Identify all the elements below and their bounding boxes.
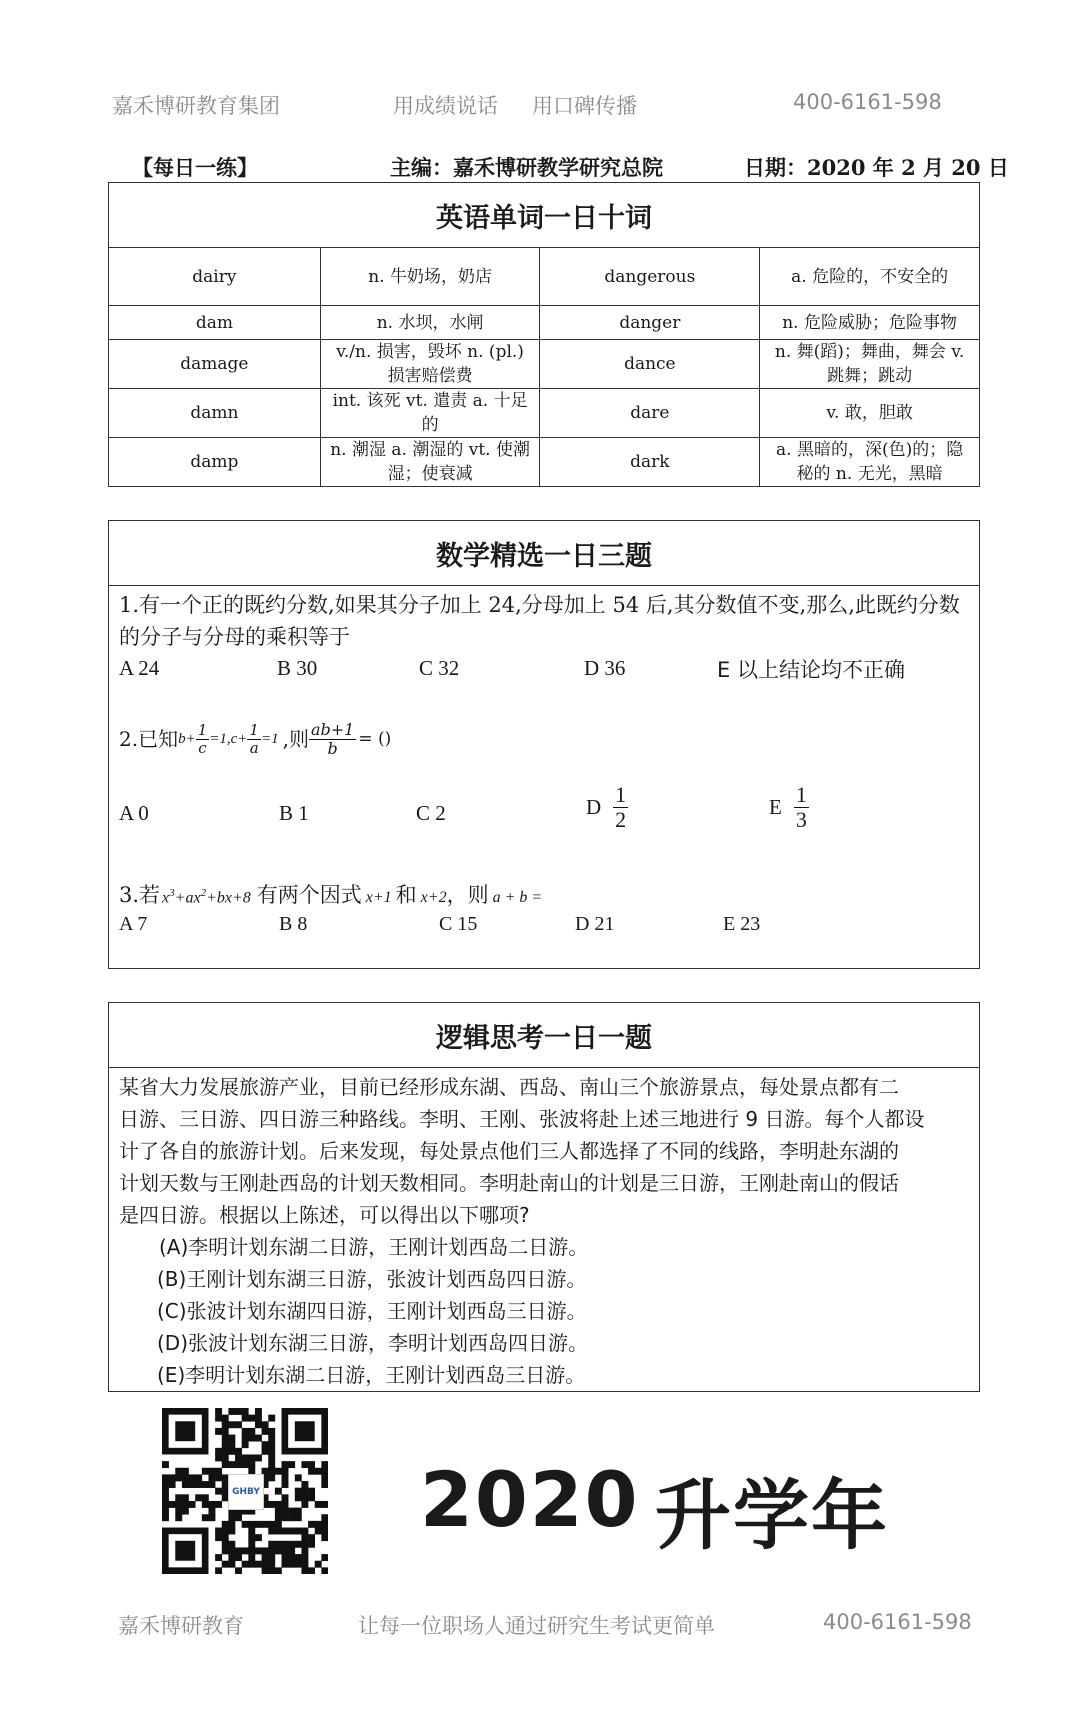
q2-option-d-letter: D	[586, 795, 602, 820]
vocab-meaning: n. 潮湿 a. 潮湿的 vt. 使潮湿；使衰减	[320, 438, 540, 487]
q2-option-d	[586, 783, 628, 832]
footer-slogan: 让每一位职场人通过研究生考试更简单	[358, 1614, 715, 1638]
q3-mid: 有两个因式	[256, 883, 362, 908]
vocab-meaning: n. 舞(蹈)；舞曲，舞会 v. 跳舞；跳动	[760, 340, 980, 389]
q3-option-a: A 7	[119, 913, 148, 935]
logic-line: 是四日游。根据以上陈述，可以得出以下哪项?	[119, 1203, 530, 1227]
header-org: 嘉禾博研教育集团	[112, 94, 280, 118]
q2-b-plus: b+	[178, 731, 196, 748]
logic-option-e: (E)李明计划东湖二日游，王刚计划西岛三日游。	[157, 1363, 586, 1387]
header-slogan-2: 用口碑传播	[532, 94, 637, 118]
q3-sup-3: 3	[169, 887, 175, 899]
vocab-meaning: v. 敢，胆敢	[760, 389, 980, 438]
q2-frac-den: b	[327, 738, 338, 758]
q2-option-b: B 1	[279, 801, 309, 825]
logic-option-d: (D)张波计划东湖三日游，李明计划西岛四日游。	[157, 1331, 589, 1355]
header-slogan-1: 用成绩说话	[393, 94, 498, 118]
vocab-word: dark	[540, 438, 760, 487]
q2-option-c: C 2	[416, 801, 446, 825]
q1-option-d: D 36	[584, 656, 626, 680]
q2-frac-den: a	[249, 738, 259, 757]
logic-question	[119, 1071, 975, 1391]
q2-frac-den: c	[198, 738, 207, 757]
vocab-word: dare	[540, 389, 760, 438]
vocab-word: dance	[540, 340, 760, 389]
q3-then: ，则	[446, 883, 489, 908]
q2-frac-1-over-c	[196, 722, 210, 756]
qr-code[interactable]	[162, 1408, 328, 1574]
table-row	[109, 340, 980, 389]
vocab-meaning: v./n. 损害，毁坏 n. (pl.) 损害赔偿费	[320, 340, 540, 389]
logic-option-a: (A)李明计划东湖二日游，王刚计划西岛二日游。	[159, 1235, 589, 1259]
q2-half-num: 1	[615, 782, 627, 807]
q2-prefix: 2.已知	[119, 727, 179, 752]
q2-tail: = ()	[358, 729, 392, 750]
q3-sup-2: 2	[200, 887, 207, 899]
logic-option-c: (C)张波计划东湖四日游，王刚计划西岛三日游。	[157, 1299, 587, 1323]
math-question-2	[119, 721, 391, 757]
logic-line: 日游、三日游、四日游三种路线。李明、王刚、张波将赴上述三地进行 9 日游。每个人都设	[119, 1107, 925, 1131]
q2-third-den: 3	[795, 807, 807, 833]
vocab-meaning: n. 水坝，水闸	[320, 306, 540, 340]
q1-option-a: A 24	[119, 656, 160, 680]
vocab-meaning: n. 危险威胁；危险事物	[760, 306, 980, 340]
logic-option-b: (B)王刚计划东湖三日游，张波计划西岛四日游。	[157, 1267, 587, 1291]
q2-frac-third	[794, 783, 809, 832]
q1-option-e: E 以上结论均不正确	[717, 658, 905, 682]
header-phone: 400-6161-598	[793, 90, 942, 114]
q3-poly-ax: +ax	[174, 889, 201, 907]
vocab-meaning: a. 黑暗的，深(色)的；隐秘的 n. 无光，黑暗	[760, 438, 980, 487]
q2-half-den: 2	[615, 807, 627, 833]
math-question-3	[119, 877, 542, 914]
q3-option-e: E 23	[723, 913, 761, 935]
q3-poly	[162, 877, 251, 914]
q2-frac-ab	[309, 721, 356, 757]
logic-section	[108, 1002, 980, 1392]
q3-poly-x: x	[162, 889, 170, 907]
vocab-meaning: n. 牛奶场，奶店	[320, 248, 540, 306]
q3-factor-1: x+1	[365, 889, 392, 907]
logic-line: 计了各自的旅游计划。后来发现，每处景点他们三人都选择了不同的线路，李明赴东湖的	[119, 1139, 899, 1163]
q3-poly-bx: +bx+8	[206, 889, 251, 907]
footer-phone: 400-6161-598	[823, 1610, 972, 1634]
date-label: 日期：2020 年 2 月 20 日	[744, 155, 1009, 180]
q2-third-num: 1	[795, 782, 807, 807]
q2-frac-num: 1	[197, 721, 208, 740]
q2-option-a: A 0	[119, 801, 149, 825]
q2-option-e-letter: E	[769, 795, 782, 820]
footer-org: 嘉禾博研教育	[118, 1614, 244, 1638]
table-row	[109, 438, 980, 487]
q3-and: 和	[395, 883, 417, 908]
vocab-word: damp	[109, 438, 321, 487]
math-title: 数学精选一日三题	[109, 521, 979, 586]
english-section	[108, 182, 980, 248]
q2-frac-num: ab+1	[310, 720, 355, 739]
vocab-word: damn	[109, 389, 321, 438]
q2-option-e	[769, 783, 809, 832]
vocab-meaning: int. 该死 vt. 遣责 a. 十足的	[320, 389, 540, 438]
qr-logo-badge: GHBY	[228, 1474, 264, 1510]
promo-year: 2020	[420, 1455, 640, 1544]
promo-text: 升学年	[655, 1471, 889, 1560]
q1-option-b: B 30	[277, 656, 318, 680]
q2-mid-1: =1,c+	[209, 731, 248, 748]
q3-option-b: B 8	[279, 913, 308, 935]
editor-label: 主编：嘉禾博研教学研究总院	[390, 155, 663, 180]
table-row	[109, 306, 980, 340]
q3-factor-2: x+2	[420, 889, 447, 907]
q2-frac-1-over-a	[247, 722, 261, 756]
table-row	[109, 248, 980, 306]
vocab-word: danger	[540, 306, 760, 340]
q3-option-c: C 15	[439, 913, 478, 935]
vocab-word: dangerous	[540, 248, 760, 306]
vocab-table	[108, 247, 980, 487]
q2-frac-num: 1	[249, 721, 259, 740]
q2-mid-2: =1	[260, 731, 279, 748]
vocab-word: dam	[109, 306, 321, 340]
math-section	[108, 520, 980, 969]
q2-then: ,则	[282, 727, 309, 752]
logic-line: 某省大力发展旅游产业，目前已经形成东湖、西岛、南山三个旅游景点，每处景点都有二	[119, 1075, 899, 1099]
q3-prefix: 3.若	[119, 883, 161, 908]
daily-label: 【每日一练】	[132, 155, 258, 180]
q2-frac-half	[613, 783, 628, 832]
logic-line: 计划天数与王刚赴西岛的计划天数相同。李明赴南山的计划是三日游，王刚赴南山的假话	[119, 1171, 899, 1195]
vocab-meaning: a. 危险的，不安全的	[760, 248, 980, 306]
vocab-word: damage	[109, 340, 321, 389]
logic-title: 逻辑思考一日一题	[109, 1003, 979, 1068]
table-row	[109, 389, 980, 438]
math-question-1: 1.有一个正的既约分数,如果其分子加上 24,分母加上 54 后,其分数值不变,那么,此既约分数的分子与分母的乘积等于	[119, 593, 960, 649]
english-title: 英语单词一日十词	[436, 202, 652, 234]
q3-option-d: D 21	[575, 913, 615, 935]
vocab-word: dairy	[109, 248, 321, 306]
q1-option-c: C 32	[419, 656, 460, 680]
q3-ask: a + b =	[492, 889, 543, 907]
